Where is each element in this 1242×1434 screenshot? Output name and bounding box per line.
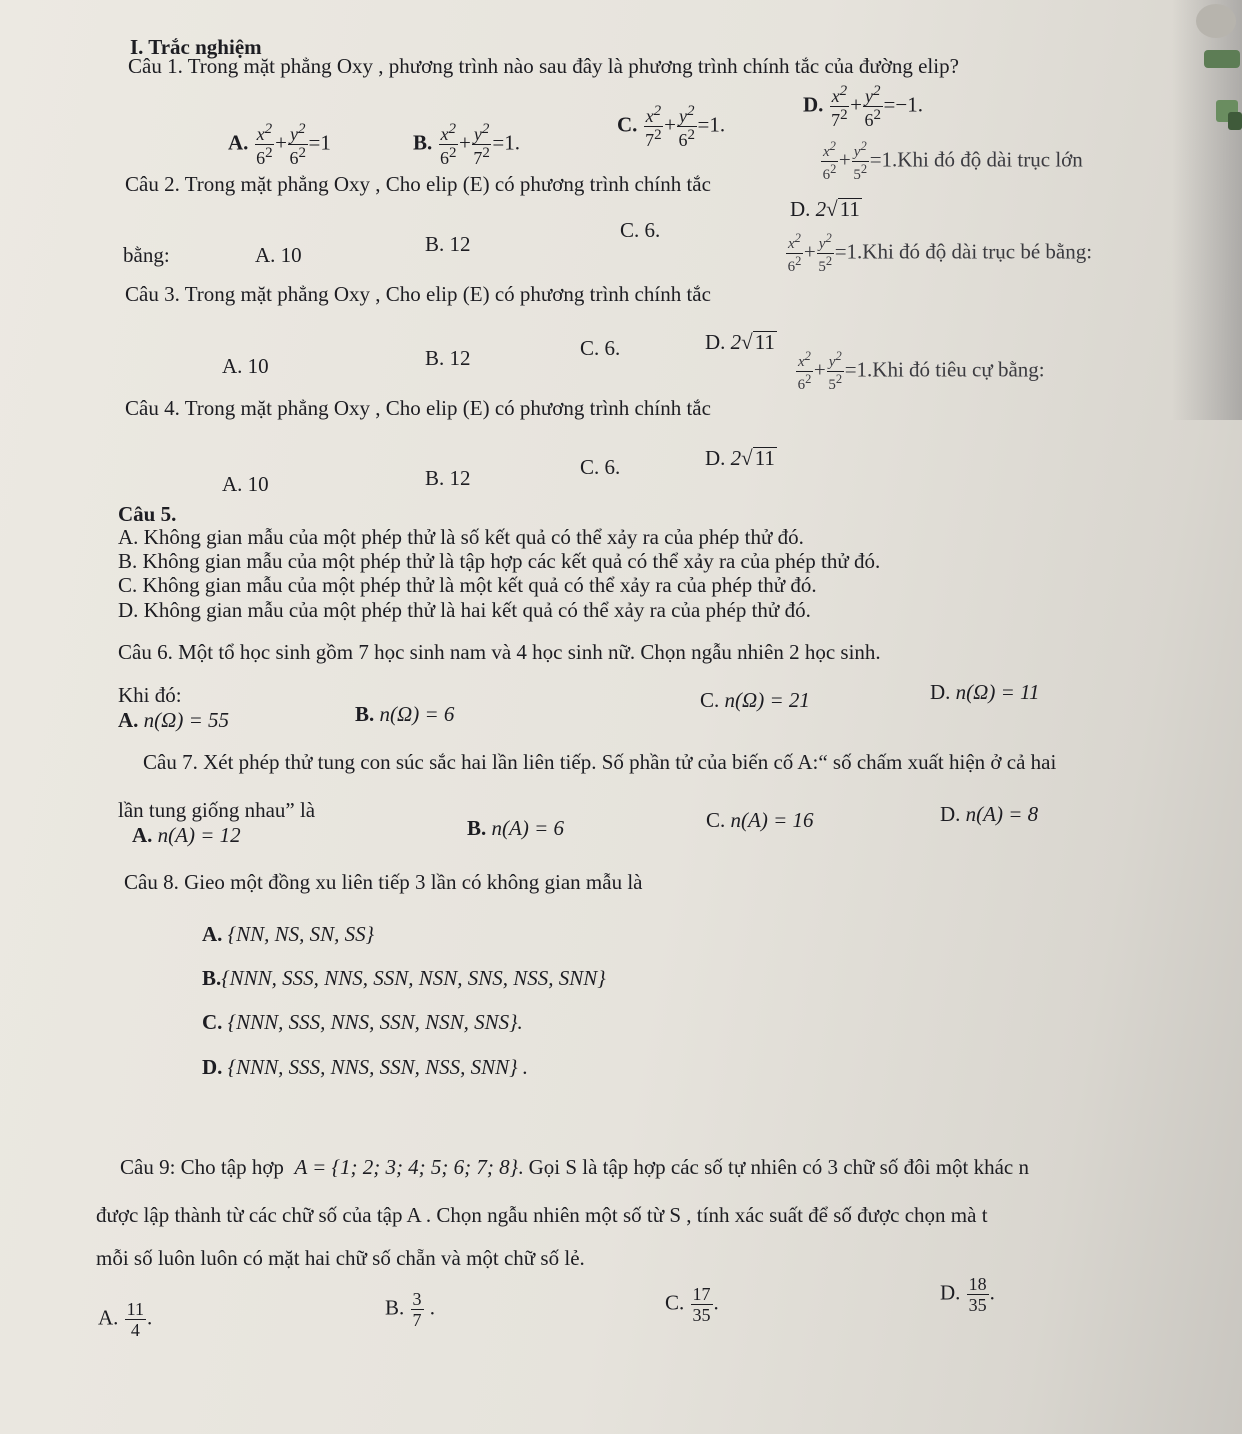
q2-equation: $\frac{x^2}{6^2}$ + $\frac{y^2}{5^2}$ =1.Khi đó độ dài trục lớn: [822, 139, 1083, 183]
sticker-decoration: [1204, 50, 1240, 68]
q9-option-b[interactable]: B. $\frac{3}{7}$ .: [385, 1289, 436, 1330]
q9-option-c[interactable]: C. $\frac{17}{35}$ .: [665, 1284, 719, 1325]
question-7-stem: Câu 7. Xét phép thử tung con súc sắc hai lần liên tiếp. Số phần tử của biến cố A:“ số chấm xuất hiện ở cả hai: [143, 750, 1057, 774]
q6-option-c[interactable]: C. n(Ω) = 21: [700, 688, 810, 712]
q4-option-b[interactable]: B. 12: [425, 466, 471, 490]
q8-option-d[interactable]: D. {NNN, SSS, NNS, SSN, NSS, SNN} .: [202, 1055, 529, 1079]
q7-option-b[interactable]: B. n(A) = 6: [467, 816, 565, 840]
question-1-stem: Câu 1. Trong mặt phẳng Oxy , phương trình nào sau đây là phương trình chính tắc của đường elip?: [128, 54, 959, 78]
question-9-stem-line3: mỗi số luôn luôn có mặt hai chữ số chẵn và một chữ số lẻ.: [96, 1246, 585, 1270]
q9-option-d[interactable]: D. $\frac{18}{35}$ .: [940, 1274, 995, 1315]
q6-option-b[interactable]: B. n(Ω) = 6: [355, 702, 455, 726]
question-4-stem: Câu 4. Trong mặt phẳng Oxy , Cho elip (E) có phương trình chính tắc: [125, 396, 711, 420]
q5-option-c[interactable]: C. Không gian mẫu của một phép thử là một kết quả có thể xảy ra của phép thử đó.: [118, 573, 817, 597]
question-5-stem: Câu 5.: [118, 502, 177, 526]
q2-lead: bằng:: [123, 243, 170, 267]
q2-option-b[interactable]: B. 12: [425, 232, 471, 256]
q8-option-c[interactable]: C. {NNN, SSS, NNS, SSN, NSN, SNS}.: [202, 1010, 523, 1034]
q6-option-a[interactable]: A. n(Ω) = 55: [118, 708, 230, 732]
q4-option-a[interactable]: A. 10: [222, 472, 269, 496]
q7-option-d[interactable]: D. n(A) = 8: [940, 802, 1039, 826]
q7-option-c[interactable]: C. n(A) = 16: [706, 808, 814, 832]
q3-option-a[interactable]: A. 10: [222, 354, 269, 378]
question-6-stem: Câu 6. Một tổ học sinh gồm 7 học sinh nam và 4 học sinh nữ. Chọn ngẫu nhiên 2 học sinh.: [118, 640, 881, 664]
q4-option-c[interactable]: C. 6.: [580, 455, 621, 479]
q1-option-b[interactable]: B. $\frac{x^2}{6^2}$ + $\frac{y^2}{7^2}$ =1.: [413, 121, 520, 168]
question-7-stem-line2: lần tung giống nhau” là: [118, 798, 316, 822]
q4-option-d[interactable]: D. 2√11: [705, 446, 775, 470]
q5-option-d[interactable]: D. Không gian mẫu của một phép thử là hai kết quả có thể xảy ra của phép thử đó.: [118, 598, 811, 622]
q2-option-a[interactable]: A. 10: [255, 243, 302, 267]
q1-option-d[interactable]: D. $\frac{x^2}{7^2}$ + $\frac{y^2}{6^2}$ =−1.: [803, 83, 923, 130]
q4-equation: $\frac{x^2}{6^2}$ + $\frac{y^2}{5^2}$ =1.Khi đó tiêu cự bằng:: [797, 349, 1045, 393]
q3-equation: $\frac{x^2}{6^2}$ + $\frac{y^2}{5^2}$ =1.Khi đó độ dài trục bé bằng:: [787, 231, 1093, 275]
q8-option-b[interactable]: B.{NNN, SSS, NNS, SSN, NSN, SNS, NSS, SNN}: [202, 966, 606, 990]
q6-lead: Khi đó:: [118, 683, 182, 707]
q2-option-d[interactable]: D. 2√11: [790, 197, 860, 221]
q2-option-c[interactable]: C. 6.: [620, 218, 661, 242]
q3-option-b[interactable]: B. 12: [425, 346, 471, 370]
question-2-stem: Câu 2. Trong mặt phẳng Oxy , Cho elip (E) có phương trình chính tắc: [125, 172, 711, 196]
question-9-stem: Câu 9: Cho tập hợp A = {1; 2; 3; 4; 5; 6; 7; 8}. Gọi S là tập hợp các số tự nhiên có 3 chữ số đôi một khác n: [120, 1155, 1030, 1179]
sticker-decoration: [1196, 4, 1236, 38]
q1-option-c[interactable]: C. $\frac{x^2}{7^2}$ + $\frac{y^2}{6^2}$ =1.: [617, 103, 726, 150]
q5-option-b[interactable]: B. Không gian mẫu của một phép thử là tập hợp các kết quả có thể xảy ra của phép thử đó.: [118, 549, 881, 573]
q7-option-a[interactable]: A. n(A) = 12: [132, 823, 241, 847]
question-3-stem: Câu 3. Trong mặt phẳng Oxy , Cho elip (E) có phương trình chính tắc: [125, 282, 711, 306]
q5-option-a[interactable]: A. Không gian mẫu của một phép thử là số kết quả có thể xảy ra của phép thử đó.: [118, 525, 804, 549]
q3-option-d[interactable]: D. 2√11: [705, 330, 775, 354]
q9-option-a[interactable]: A. $\frac{11}{4}$ .: [98, 1299, 153, 1340]
question-9-stem-line2: được lập thành từ các chữ số của tập A . Chọn ngẫu nhiên một số từ S , tính xác suất để số được chọn mà t: [96, 1203, 988, 1227]
q1-option-a[interactable]: A. $\frac{x^2}{6^2}$ + $\frac{y^2}{6^2}$ =1: [228, 121, 331, 168]
sticker-decoration: [1228, 112, 1242, 130]
q6-option-d[interactable]: D. n(Ω) = 11: [930, 680, 1040, 704]
q8-option-a[interactable]: A. {NN, NS, SN, SS}: [202, 922, 374, 946]
question-8-stem: Câu 8. Gieo một đồng xu liên tiếp 3 lần có không gian mẫu là: [124, 870, 643, 894]
section-title: I. Trắc nghiệm: [130, 35, 262, 59]
q3-option-c[interactable]: C. 6.: [580, 336, 621, 360]
